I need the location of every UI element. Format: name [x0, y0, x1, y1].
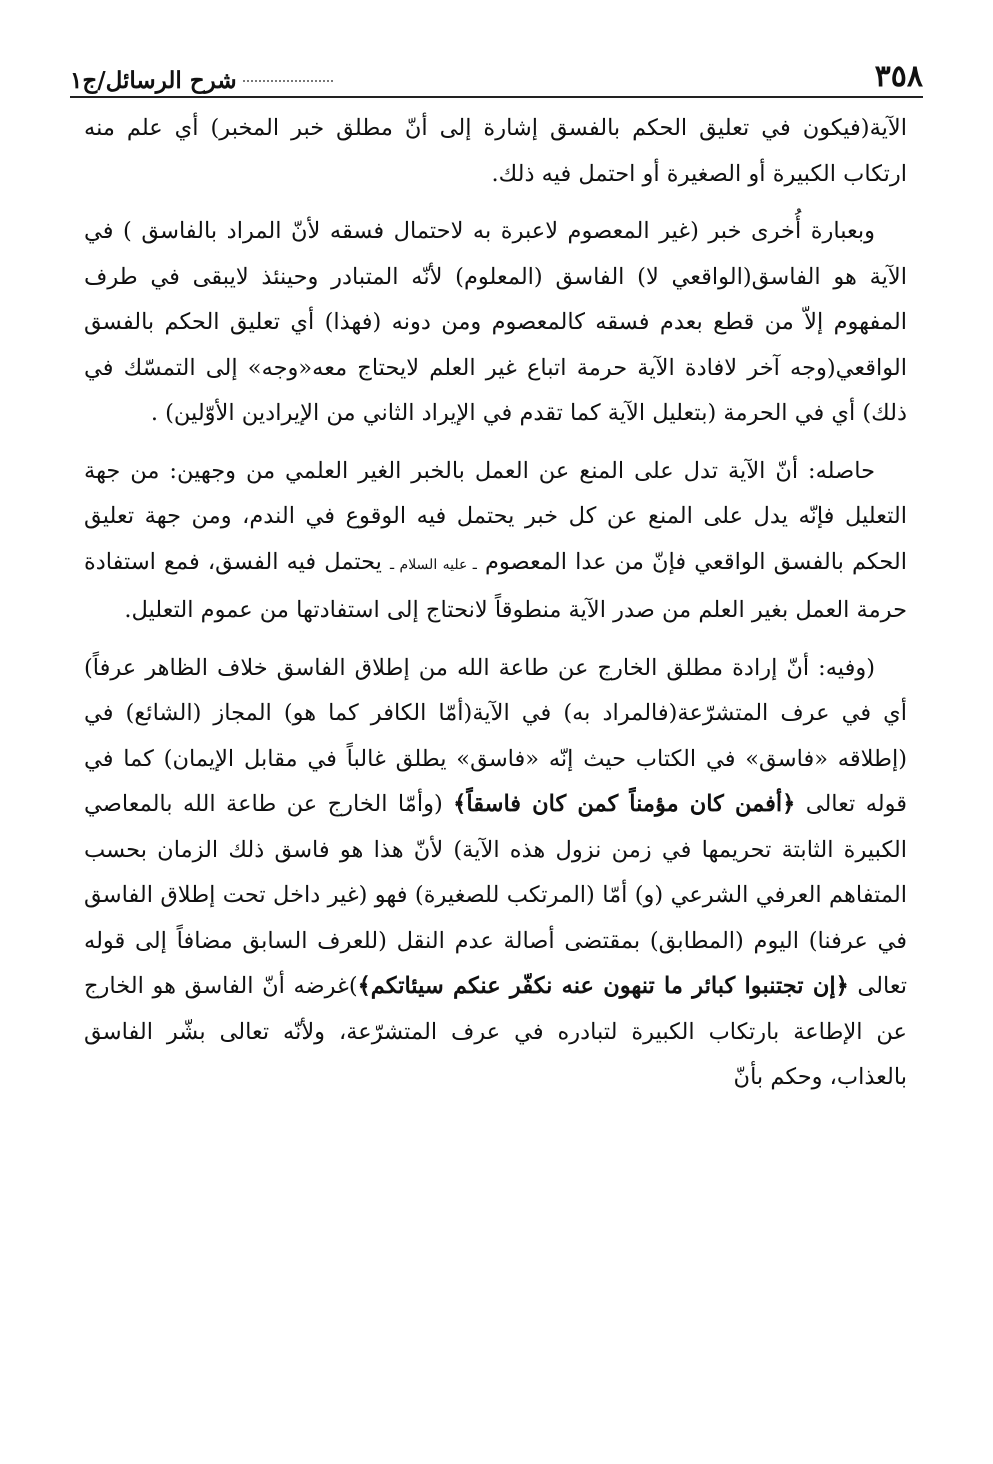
- paragraph-3-text-before: حاصله: أنّ الآية تدل على المنع عن العمل بالخبر الغير العلمي من وجهين: من جهة التعليل فإنّه يدل على المنع عن كل خبر يحتمل فيه الوقوع في الندم، ومن جهة تعليق الحكم بالفسق الواقعي فإنّ من عدا المعصوم: [84, 457, 907, 575]
- running-title-text: شرح الرسائل/ج١: [70, 67, 237, 94]
- page-body: [84, 106, 907, 1113]
- page-header: [70, 42, 923, 92]
- quran-quote-2: ﴿إن تجتنبوا كبائر ما تنهون عنه نكفّر عنكم سيئاتكم﴾: [357, 973, 849, 999]
- paragraph-4-part-3: )غرضه أنّ الفاسق هو الخارج عن الإطاعة بارتكاب الكبيرة لتبادره في عرف المتشرّعة، ولأنّه تعالى بشّر الفاسق بالعذاب، وحكم بأنّ: [84, 973, 907, 1090]
- paragraph-1: [84, 106, 907, 197]
- paragraph-2-text: وبعبارة أُخرى خبر (غير المعصوم لاعبرة به لاحتمال فسقه لأنّ المراد بالفاسق ) في الآية هو الفاسق(الواقعي لا) الفاسق (المعلوم) لأنّه المتبادر وحينئذ لايبقى في طرف المفهوم إلاّ من قطع بعدم فسقه كالمعصوم ومن دونه (فهذا) أي تعليق الحكم بالفسق الواقعي(وجه آخر لافادة الآية حرمة اتباع غير العلم لايحتاج معه«وجه» إلى التمسّك في ذلك) أي في الحرمة (بتعليل الآية كما تقدم في الإيراد الثاني من الإيرادين الأوّلين) .: [84, 218, 907, 426]
- dotted-leader: [243, 80, 333, 82]
- paragraph-4-part-1: (وفيه: أنّ إرادة مطلق الخارج عن طاعة الله من إطلاق الفاسق خلاف الظاهر عرفاً) أي في عرف المتشرّعة(فالمراد به) في الآية(أمّا الكافر كما هو) المجاز (الشائع) في (إطلاقه «فاسق» في الكتاب حيث إنّه «فاسق» يطلق غالباً في مقابل الإيمان) كما في قوله تعالى: [84, 654, 907, 817]
- quran-quote-1: ﴿أفمن كان مؤمناً كمن كان فاسقاً﴾: [453, 791, 796, 817]
- header-rule: [70, 96, 923, 98]
- page-number: ٣٥٨: [874, 59, 923, 94]
- paragraph-3: [84, 449, 907, 634]
- paragraph-1-text: الآية(فيكون في تعليق الحكم بالفسق إشارة إلى أنّ مطلق خبر المخبر) أي علم منه ارتكاب الكبيرة أو الصغيرة أو احتمل فيه ذلك.: [84, 115, 907, 187]
- paragraph-2: [84, 209, 907, 437]
- paragraph-4-part-2: (وأمّا الخارج عن طاعة الله بالمعاصي الكبيرة الثابتة تحريمها في زمن نزول هذه الآية) لأنّ هذا هو فاسق ذلك الزمان بحسب المتفاهم العرفي الشرعي (و) أمّا (المرتكب للصغيرة) فهو (غير داخل تحت إطلاق الفاسق في عرفنا) اليوم (المطابق) بمقتضى أصالة عدم النقل (للعرف السابق مضافاً إلى قوله تعالى: [84, 791, 907, 999]
- paragraph-4: [84, 646, 907, 1101]
- running-title: [70, 69, 339, 92]
- paragraph-3-text-after: يحتمل فيه الفسق، فمع استفادة حرمة العمل بغير العلم من صدر الآية منطوقاً لانحتاج إلى استفادتها من عموم التعليل.: [84, 548, 907, 623]
- honorific-note: ـ عليه السلام ـ: [390, 556, 477, 573]
